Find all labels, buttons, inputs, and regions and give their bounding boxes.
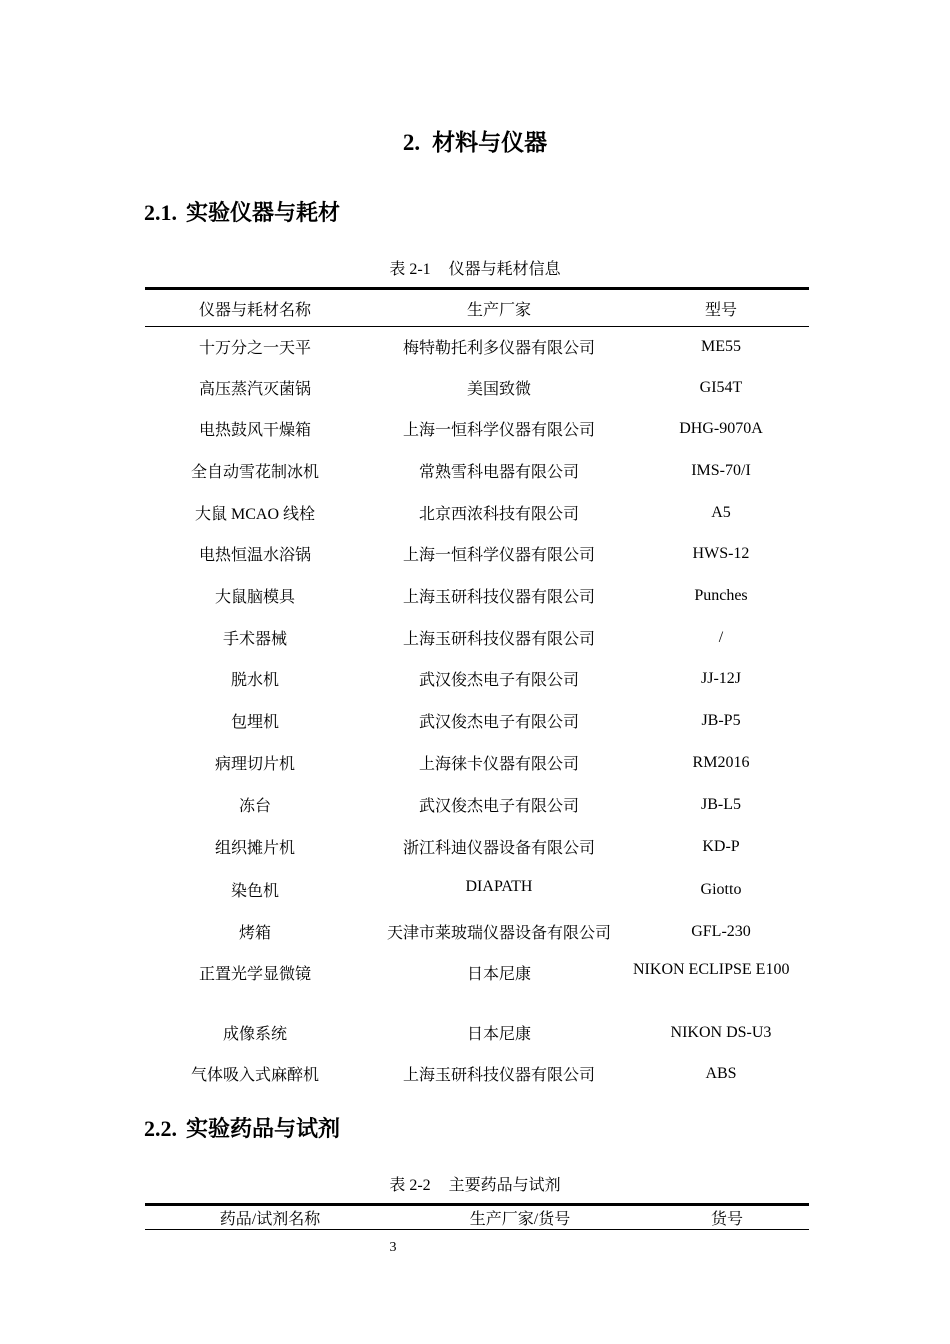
cell-name: [145, 912, 365, 953]
column-header-reagent-catalog: 货号: [645, 1205, 809, 1230]
cell-model: [633, 409, 809, 451]
cell-maker-text: 武汉俊杰电子有限公司: [418, 671, 579, 689]
cell-name: [145, 368, 365, 409]
table-row: [145, 409, 809, 451]
cell-name-text: 烤箱: [238, 924, 271, 942]
cell-maker-text: 北京西浓科技有限公司: [418, 505, 579, 523]
cell-name: [145, 701, 365, 743]
cell-model: [633, 1054, 809, 1096]
cell-name-text: 包埋机: [230, 713, 279, 731]
cell-maker: [365, 327, 633, 368]
cell-name-text: 大鼠脑模具: [214, 588, 295, 606]
table-row: [145, 576, 809, 618]
table-caption-2-2: [0, 1172, 950, 1195]
cell-maker: [365, 827, 633, 870]
table-row: [145, 743, 809, 785]
section-number: 2.1.: [144, 200, 177, 225]
table-row: [145, 1013, 809, 1054]
table-row: [145, 870, 809, 912]
cell-maker-text: 上海一恒科学仪器有限公司: [402, 546, 595, 564]
column-header-reagent-maker: 生产厂家/货号: [395, 1205, 645, 1230]
instrument-table: [145, 287, 809, 1096]
cell-maker-text: DIAPATH: [465, 877, 533, 895]
cell-maker: [365, 953, 633, 1013]
table-row: [145, 451, 809, 493]
cell-maker: [365, 409, 633, 451]
cell-model: [633, 701, 809, 743]
cell-model-text: HWS-12: [692, 544, 750, 562]
table-row: [145, 618, 809, 659]
column-header-model: 型号: [633, 289, 809, 327]
cell-maker-text: 上海玉研科技仪器有限公司: [402, 588, 595, 606]
cell-name-text: 冻台: [238, 797, 271, 815]
cell-model-text: JJ-12J: [700, 669, 741, 687]
cell-maker-text: 日本尼康: [466, 1025, 531, 1043]
cell-name-text: 气体吸入式麻醉机: [190, 1066, 319, 1084]
cell-model-text: GI54T: [699, 378, 743, 396]
section-heading-2-1: [144, 196, 340, 227]
cell-maker: [365, 534, 633, 576]
cell-maker: [365, 1013, 633, 1054]
cell-model-text: Giotto: [700, 880, 742, 898]
cell-name: [145, 827, 365, 870]
cell-maker-text: 上海玉研科技仪器有限公司: [402, 1066, 595, 1084]
table-row: [145, 1054, 809, 1096]
caption-text: 仪器与耗材信息: [448, 261, 561, 278]
cell-maker: [365, 912, 633, 953]
table-body: [145, 327, 809, 1096]
page-number: 3: [389, 1240, 397, 1255]
cell-name-text: 正置光学显微镜: [198, 965, 311, 983]
cell-maker-text: 上海玉研科技仪器有限公司: [402, 630, 595, 648]
table-row: [145, 534, 809, 576]
cell-model: [633, 870, 809, 912]
cell-model: [633, 618, 809, 659]
cell-model: [633, 1013, 809, 1054]
section-title: 实验药品与试剂: [186, 1117, 341, 1142]
cell-name-text: 高压蒸汽灭菌锅: [198, 380, 311, 398]
cell-model: [633, 827, 809, 870]
cell-maker: [365, 493, 633, 534]
table-row: [145, 827, 809, 870]
cell-name-text: 手术器械: [222, 630, 287, 648]
cell-maker: [365, 368, 633, 409]
cell-name-text: 脱水机: [230, 671, 279, 689]
section-number: 2.2.: [144, 1116, 177, 1141]
cell-name-text: 电热鼓风干燥箱: [198, 421, 311, 439]
chapter-number: 2.: [402, 130, 421, 155]
cell-maker: [365, 451, 633, 493]
cell-model: [633, 953, 809, 1013]
cell-name: [145, 576, 365, 618]
cell-name-text: 病理切片机: [214, 755, 295, 773]
cell-model: [633, 659, 809, 701]
cell-model-text: ABS: [705, 1064, 737, 1082]
cell-maker-text: 梅特勒托利多仪器有限公司: [402, 340, 595, 357]
chapter-title: 材料与仪器: [432, 130, 548, 156]
cell-model-text: ME55: [701, 338, 741, 355]
section-title: 实验仪器与耗材: [186, 201, 341, 226]
cell-model: [633, 912, 809, 953]
cell-model-text: DHG-9070A: [679, 419, 763, 437]
cell-maker: [365, 870, 633, 912]
cell-model-text: KD-P: [702, 837, 740, 855]
cell-name: [145, 785, 365, 827]
table-row: [145, 659, 809, 701]
cell-name: [145, 953, 365, 1013]
cell-maker-text: 上海徕卡仪器有限公司: [418, 755, 579, 773]
cell-model-text: /: [718, 628, 724, 646]
cell-model: [633, 534, 809, 576]
table-row: [145, 368, 809, 409]
cell-model-text: JB-L5: [701, 795, 741, 813]
table-row: [145, 912, 809, 953]
cell-model-text: IMS-70/I: [691, 461, 751, 479]
table-caption-2-1: [0, 256, 950, 279]
cell-name: [145, 743, 365, 785]
cell-maker-text: 武汉俊杰电子有限公司: [418, 713, 579, 731]
cell-name: [145, 1054, 365, 1096]
cell-name: [145, 493, 365, 534]
cell-maker: [365, 785, 633, 827]
cell-maker: [365, 701, 633, 743]
cell-model-text: NIKON DS-U3: [670, 1023, 772, 1041]
cell-name: [145, 451, 365, 493]
cell-model-text: Punches: [694, 586, 748, 604]
cell-maker-text: 上海一恒科学仪器有限公司: [402, 421, 595, 439]
caption-number: 表 2-1: [389, 261, 431, 278]
table-row: [145, 327, 809, 368]
caption-number: 表 2-2: [389, 1177, 431, 1194]
cell-maker-text: 常熟雪科电器有限公司: [418, 463, 579, 481]
cell-model: [633, 743, 809, 785]
cell-model-text: RM2016: [692, 753, 750, 771]
column-header-maker: 生产厂家: [365, 289, 633, 327]
cell-maker: [365, 618, 633, 659]
table-row: [145, 785, 809, 827]
table-header-row: [145, 1205, 809, 1230]
cell-maker: [365, 659, 633, 701]
cell-model: [633, 451, 809, 493]
cell-model: [633, 327, 809, 368]
cell-name-text: 染色机: [230, 882, 279, 900]
cell-name-text: 组织摊片机: [214, 839, 295, 857]
cell-name-text: 电热恒温水浴锅: [198, 546, 311, 564]
cell-name: [145, 659, 365, 701]
cell-name: [145, 534, 365, 576]
cell-name: [145, 409, 365, 451]
cell-maker-text: 武汉俊杰电子有限公司: [418, 797, 579, 815]
cell-model: [633, 493, 809, 534]
cell-name-text: 成像系统: [222, 1025, 287, 1043]
cell-name-text: 大鼠 MCAO 线栓: [194, 505, 315, 523]
table-row: [145, 953, 809, 1013]
cell-maker-text: 浙江科迪仪器设备有限公司: [402, 839, 595, 857]
cell-model-text: NIKON ECLIPSE E100: [633, 960, 790, 978]
column-header-name: 仪器与耗材名称: [145, 289, 365, 327]
cell-model-text: GFL-230: [691, 922, 751, 940]
cell-name: [145, 327, 365, 368]
cell-name: [145, 618, 365, 659]
table-header-row: [145, 289, 809, 327]
section-heading-2-2: [144, 1112, 340, 1143]
cell-maker: [365, 576, 633, 618]
cell-model-text: JB-P5: [701, 711, 741, 729]
caption-text: 主要药品与试剂: [448, 1177, 561, 1194]
cell-maker: [365, 1054, 633, 1096]
table-row: [145, 493, 809, 534]
cell-maker-text: 日本尼康: [466, 965, 531, 983]
cell-name-text: 全自动雪花制冰机: [190, 463, 319, 481]
table-row: [145, 701, 809, 743]
cell-name-text: 十万分之一天平: [198, 340, 311, 357]
cell-maker-text: 天津市莱玻瑞仪器设备有限公司: [386, 924, 611, 942]
cell-model-text: A5: [711, 503, 731, 521]
cell-maker-text: 美国致微: [466, 380, 531, 398]
reagent-table: [145, 1203, 809, 1230]
chapter-heading: [0, 124, 950, 157]
cell-model: [633, 368, 809, 409]
column-header-reagent-name: 药品/试剂名称: [145, 1205, 395, 1230]
cell-name: [145, 1013, 365, 1054]
cell-maker: [365, 743, 633, 785]
cell-name: [145, 870, 365, 912]
cell-model: [633, 576, 809, 618]
cell-model: [633, 785, 809, 827]
